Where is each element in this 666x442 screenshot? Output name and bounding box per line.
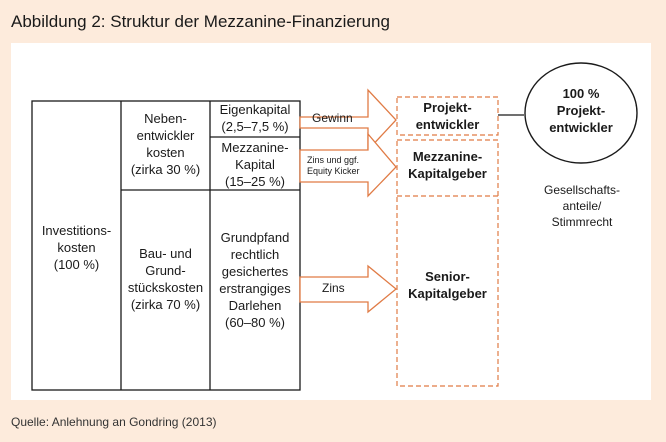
land-costs-label: Bau- und Grund- stückskosten (zirka 70 %) xyxy=(127,246,204,312)
equity-label: Eigenkapital (2,5–7,5 %) xyxy=(219,102,291,134)
mezzanine-interest-arrow-label: Zins und ggf. Equity Kicker xyxy=(307,155,360,176)
profit-arrow-label: Gewinn xyxy=(312,111,353,125)
investment-costs-label: Investitions- kosten (100 %) xyxy=(41,223,112,272)
owner-rights-label: Gesellschafts- anteile/ Stimmrecht xyxy=(543,183,621,229)
mezzanine-lender-label: Mezzanine- Kapitalgeber xyxy=(408,149,487,181)
senior-loan-label: Grundpfand rechtlich gesichertes erstrangiges Darlehen (60–80 %) xyxy=(219,230,291,330)
figure-title: Abbildung 2: Struktur der Mezzanine-Finanzierung xyxy=(11,12,390,31)
side-costs-label: Neben- entwickler kosten (zirka 30 %) xyxy=(130,111,201,177)
owner-label: 100 % Projekt- entwickler xyxy=(549,86,613,135)
developer-label: Projekt- entwickler xyxy=(415,100,480,132)
source-note: Quelle: Anlehnung an Gondring (2013) xyxy=(11,415,217,429)
senior-lender-label: Senior- Kapitalgeber xyxy=(408,269,487,301)
senior-interest-arrow-label: Zins xyxy=(322,281,345,295)
mezzanine-capital-label: Mezzanine- Kapital (15–25 %) xyxy=(221,140,289,189)
